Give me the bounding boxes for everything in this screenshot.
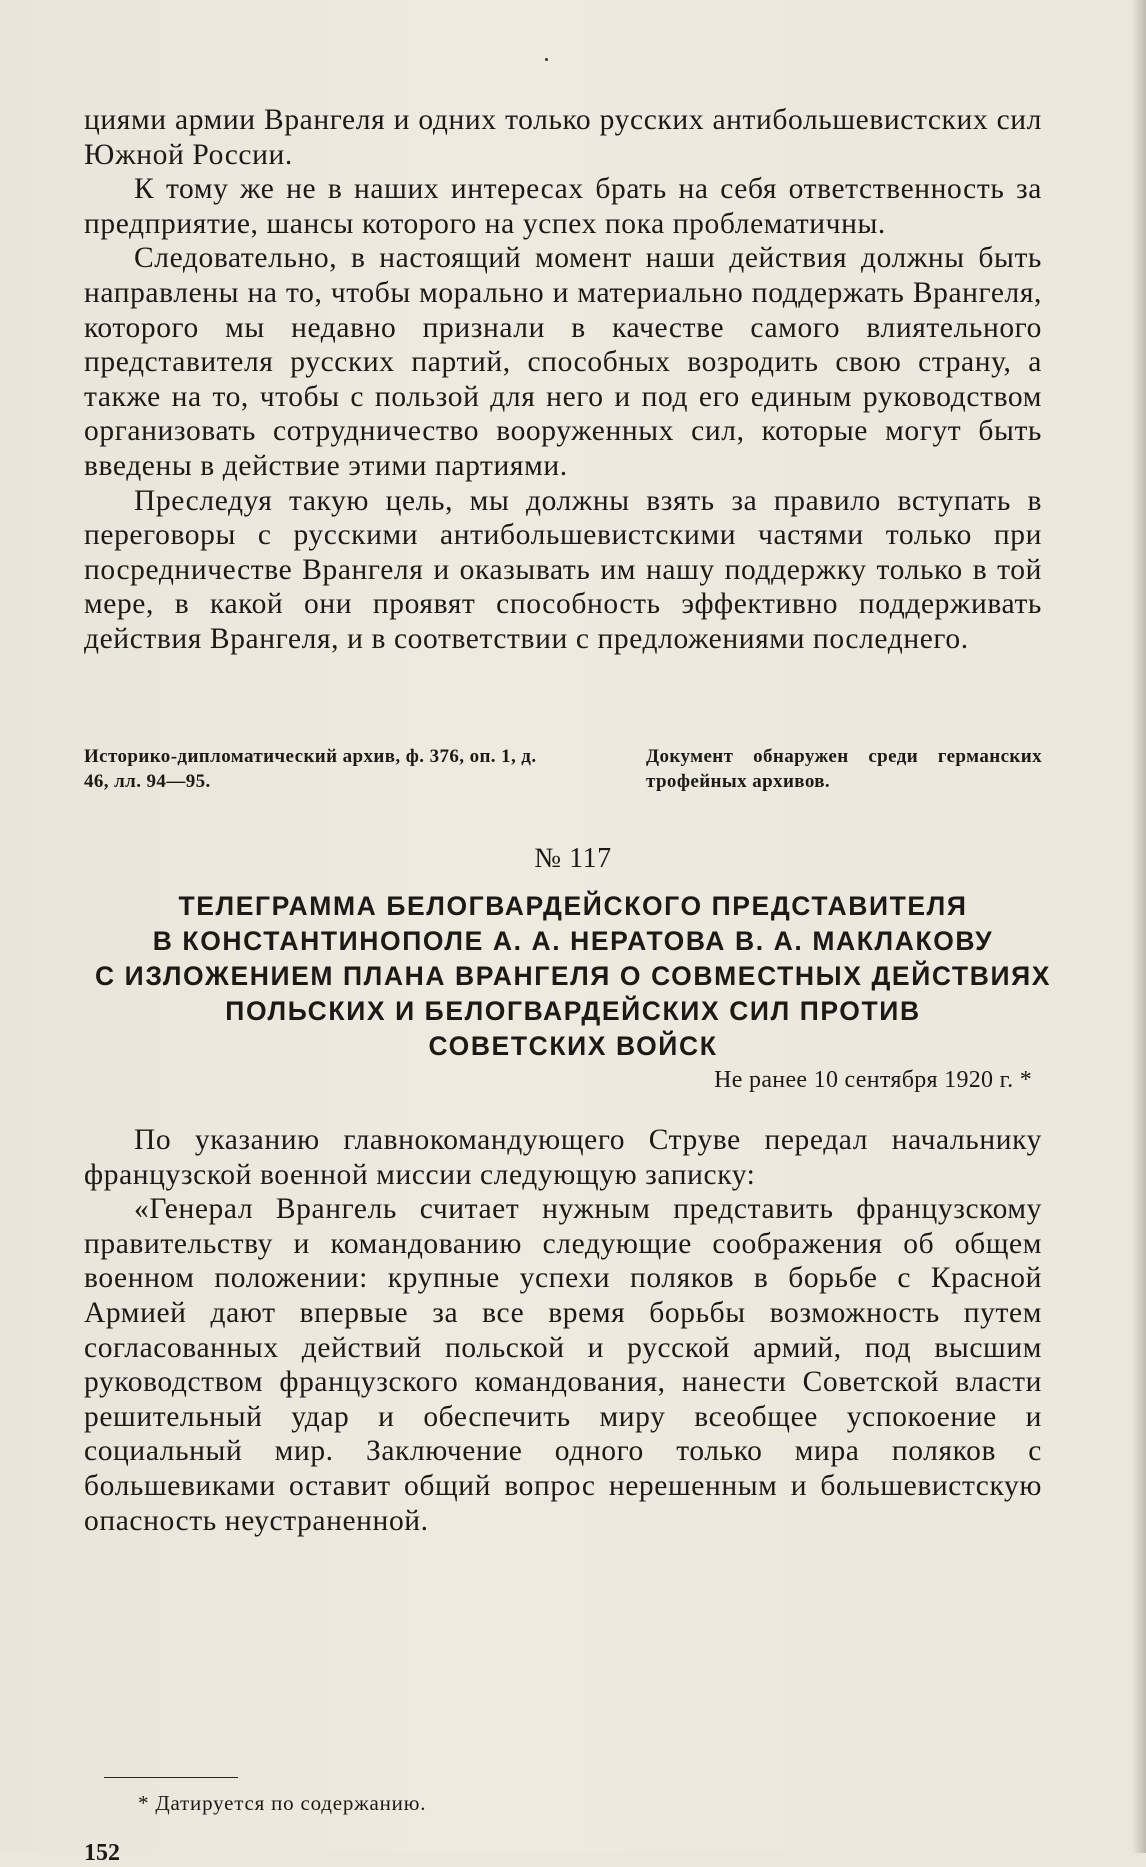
paragraph: К тому же не в наших интересах брать на себя ответственность за предприятие, шансы которого на успех пока проблематичны. <box>84 173 1042 240</box>
title-line: СОВЕТСКИХ ВОЙСК <box>428 1031 718 1061</box>
page-number: 152 <box>84 1840 120 1866</box>
source-citation <box>84 744 1042 794</box>
paragraph: Преследуя такую цель, мы должны взять за правило вступать в переговоры с русскими антибольшевистскими частями только при посредничестве Врангеля и оказывать им нашу поддержку только в той мере, в какой они проявят способность эффективно поддерживать действия Врангеля, и в соответствии с предложениями последнего. <box>84 484 1042 655</box>
paragraph: Следовательно, в настоящий момент наши действия должны быть направлены на то, чтобы морально и материально поддержать Врангеля, которого мы недавно признали в качестве самого влиятельного представителя русских партий, способных возродить свою страну, а также на то, чтобы с пользой для него и под его единым руководством организовать сотрудничество вооруженных сил, которые могут быть введены в действие этими партиями. <box>84 242 1042 482</box>
title-line: ПОЛЬСКИХ И БЕЛОГВАРДЕЙСКИХ СИЛ ПРОТИВ <box>225 996 921 1026</box>
footnote: * Датируется по содержанию. <box>138 1791 427 1815</box>
print-speck <box>545 58 548 61</box>
bottom-paragraphs <box>84 1123 1042 1538</box>
archive-note: Документ обнаружен среди германских трофейных архивов. <box>646 746 1042 792</box>
paragraph: циями армии Врангеля и одних только русских антибольшевистских сил Южной России. <box>84 104 1042 171</box>
title-line: С ИЗЛОЖЕНИЕМ ПЛАНА ВРАНГЕЛЯ О СОВМЕСТНЫХ ДЕЙСТВИЯХ <box>94 961 1052 991</box>
page-edge-shadow <box>1132 0 1146 1853</box>
document-number: № 117 <box>534 843 612 874</box>
archive-reference: Историко-дипломатический архив, ф. 376, оп. 1, д. 46, лл. 94—95. <box>84 746 537 792</box>
document-title <box>60 889 1086 1064</box>
footnote-divider <box>104 1777 238 1778</box>
paragraph: «Генерал Врангель считает нужным представить французскому правительству и командованию следующие соображения об общем военном положении: крупные успехи поляков в борьбе с Красной Армией дают впервые за все время борьбы возможность путем согласованных действий польской и русской армий, под высшим руководством французского командования, нанести Советской власти решительный удар и обеспечить миру всеобщее успокоение и социальный мир. Заключение одного только мира поляков с большевиками оставит общий вопрос нерешенным и большевистскую опасность неустраненной. <box>84 1193 1042 1537</box>
document-date: Не ранее 10 сентября 1920 г. * <box>714 1067 1032 1093</box>
top-paragraphs <box>84 103 1042 657</box>
title-line: ТЕЛЕГРАММА БЕЛОГВАРДЕЙСКОГО ПРЕДСТАВИТЕЛЯ <box>178 891 968 921</box>
paragraph: По указанию главнокомандующего Струве передал начальнику французской военной миссии следующую записку: <box>84 1124 1042 1191</box>
title-line: В КОНСТАНТИНОПОЛЕ А. А. НЕРАТОВА В. А. МАКЛАКОВУ <box>152 926 994 956</box>
